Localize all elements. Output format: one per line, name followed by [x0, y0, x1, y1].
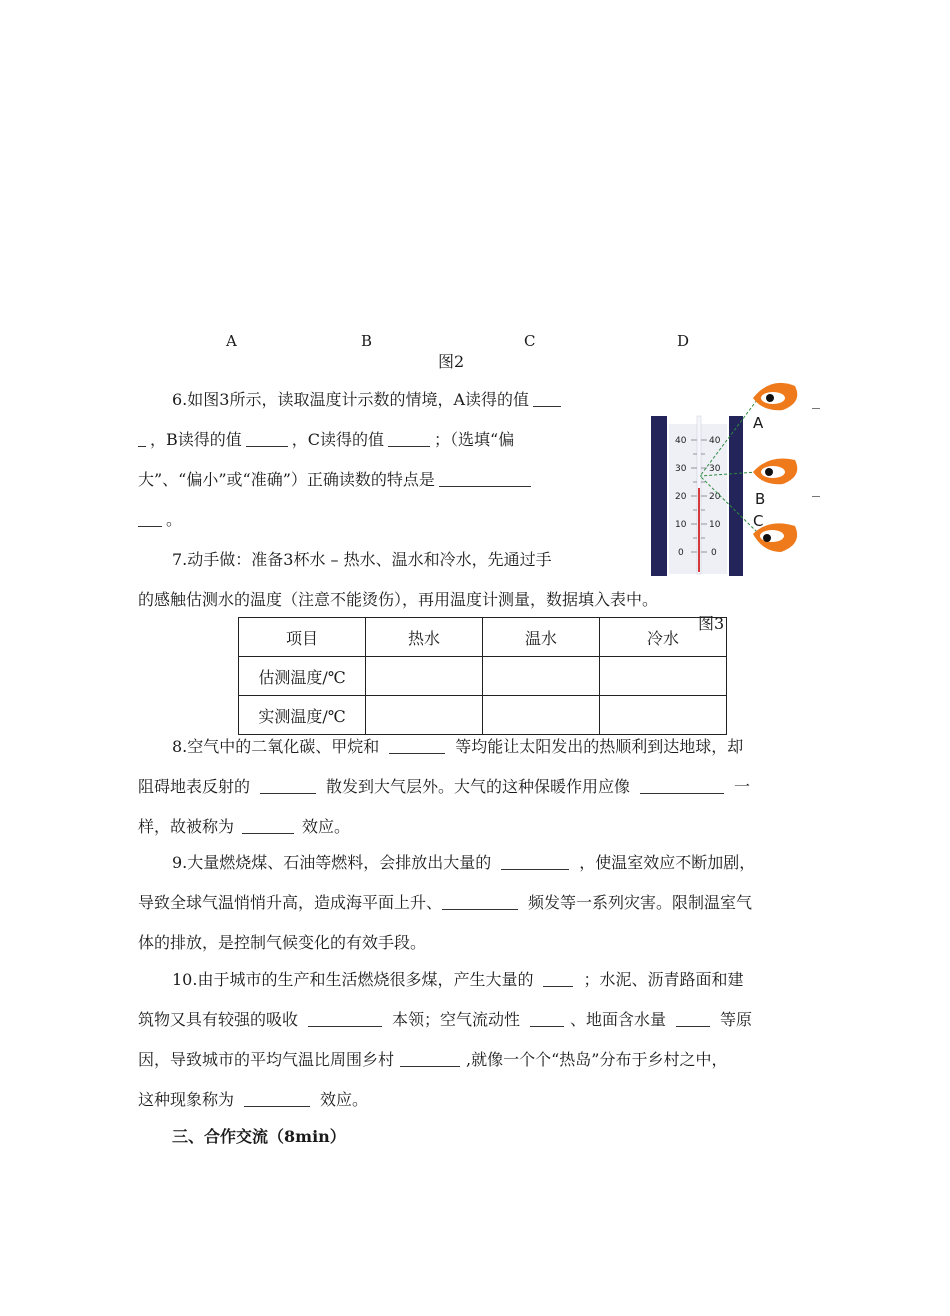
table-header-warm: 温水 [483, 618, 600, 657]
q7-line-2: 的感触估测水的温度（注意不能烫伤），再用温度计测量，数据填入表中。 [138, 590, 659, 609]
scale-left-20: 20 [675, 492, 687, 502]
option-b-label: B [361, 332, 373, 350]
table-header-item: 项目 [239, 618, 366, 657]
scale-left-10: 10 [675, 520, 687, 530]
figure-3-thermometer [645, 376, 805, 578]
q6-line-2: ，B读得的值 ，C读得的值 ；（选填“偏 [138, 428, 514, 452]
q6-line-3: 大”、“偏小”或“准确”）正确读数的特点是 [138, 468, 535, 492]
q8-line-1: 8.空气中的二氧化碳、甲烷和 等均能让太阳发出的热顺利到达地球，却 [172, 737, 744, 756]
q9-line-3: 体的排放，是控制气候变化的有效手段。 [138, 933, 427, 952]
mercury-column [698, 488, 700, 572]
thermo-left-bar [651, 416, 667, 576]
section-3-heading: 三、合作交流（8min） [172, 1127, 346, 1146]
option-a-label: A [226, 332, 237, 350]
cell-measured-hot[interactable] [366, 696, 483, 735]
temperature-table [238, 617, 727, 735]
q10-line-4: 这种现象称为 效应。 [138, 1090, 369, 1109]
q9-line-2: 导致全球气温悄悄升高，造成海平面上升、 频发等一系列灾害。限制温室气 [138, 893, 753, 912]
q6-edge-underscore-2: _ [812, 478, 820, 497]
q6-line-4: 。 [138, 508, 182, 532]
figure-3-caption: 图3 [698, 614, 725, 633]
q7-line-1: 7.动手做：准备3杯水 – 热水、温水和冷水，先通过手 [172, 550, 552, 569]
table-header-cold: 冷水 [600, 618, 727, 657]
scale-right-20: 20 [709, 492, 721, 502]
option-c-label: C [524, 332, 536, 350]
viewer-b-label: B [755, 490, 766, 508]
q8-line-3: 样，故被称为 效应。 [138, 817, 351, 836]
row-label-measured: 实测温度/℃ [239, 696, 366, 735]
figure-2-caption: 图2 [438, 352, 465, 371]
scale-right-30: 30 [709, 464, 721, 474]
table-row [239, 657, 727, 696]
option-d-label: D [677, 332, 690, 350]
q10-line-3: 因，导致城市的平均气温比周围乡村 ,就像一个个“热岛”分布于乡村之中， [138, 1050, 728, 1069]
eye-b-icon [753, 459, 797, 485]
table-header-row [239, 618, 727, 657]
cell-estimated-hot[interactable] [366, 657, 483, 696]
viewer-a-label: A [753, 414, 764, 432]
scale-right-10: 10 [709, 520, 721, 530]
cell-measured-cold[interactable] [600, 696, 727, 735]
scale-right-0: 0 [711, 548, 717, 558]
eye-a-icon [753, 383, 797, 410]
q10-line-1: 10.由于城市的生产和生活燃烧很多煤，产生大量的 ；水泥、沥青路面和建 [172, 970, 744, 989]
cell-measured-warm[interactable] [483, 696, 600, 735]
cell-estimated-cold[interactable] [600, 657, 727, 696]
viewer-c-label: C [753, 512, 764, 530]
q8-line-2: 阻碍地表反射的 散发到大气层外。大气的这种保暖作用应像 一 [138, 777, 751, 796]
scale-right-40: 40 [709, 436, 721, 446]
scale-left-40: 40 [675, 436, 687, 446]
scale-left-30: 30 [675, 464, 687, 474]
q9-line-1: 9.大量燃烧煤、石油等燃料，会排放出大量的 ，使温室效应不断加剧， [172, 853, 756, 872]
q6-line-1: 6.如图3所示，读取温度计示数的情境，A读得的值 [172, 388, 565, 412]
table-header-hot: 热水 [366, 618, 483, 657]
thermo-right-bar [729, 416, 743, 576]
table-row [239, 696, 727, 735]
q10-line-2: 筑物又具有较强的吸收 本领；空气流动性 、地面含水量 等原 [138, 1010, 753, 1029]
scale-left-0: 0 [678, 548, 684, 558]
q6-edge-underscore-1: _ [812, 390, 820, 409]
row-label-estimated: 估测温度/℃ [239, 657, 366, 696]
cell-estimated-warm[interactable] [483, 657, 600, 696]
